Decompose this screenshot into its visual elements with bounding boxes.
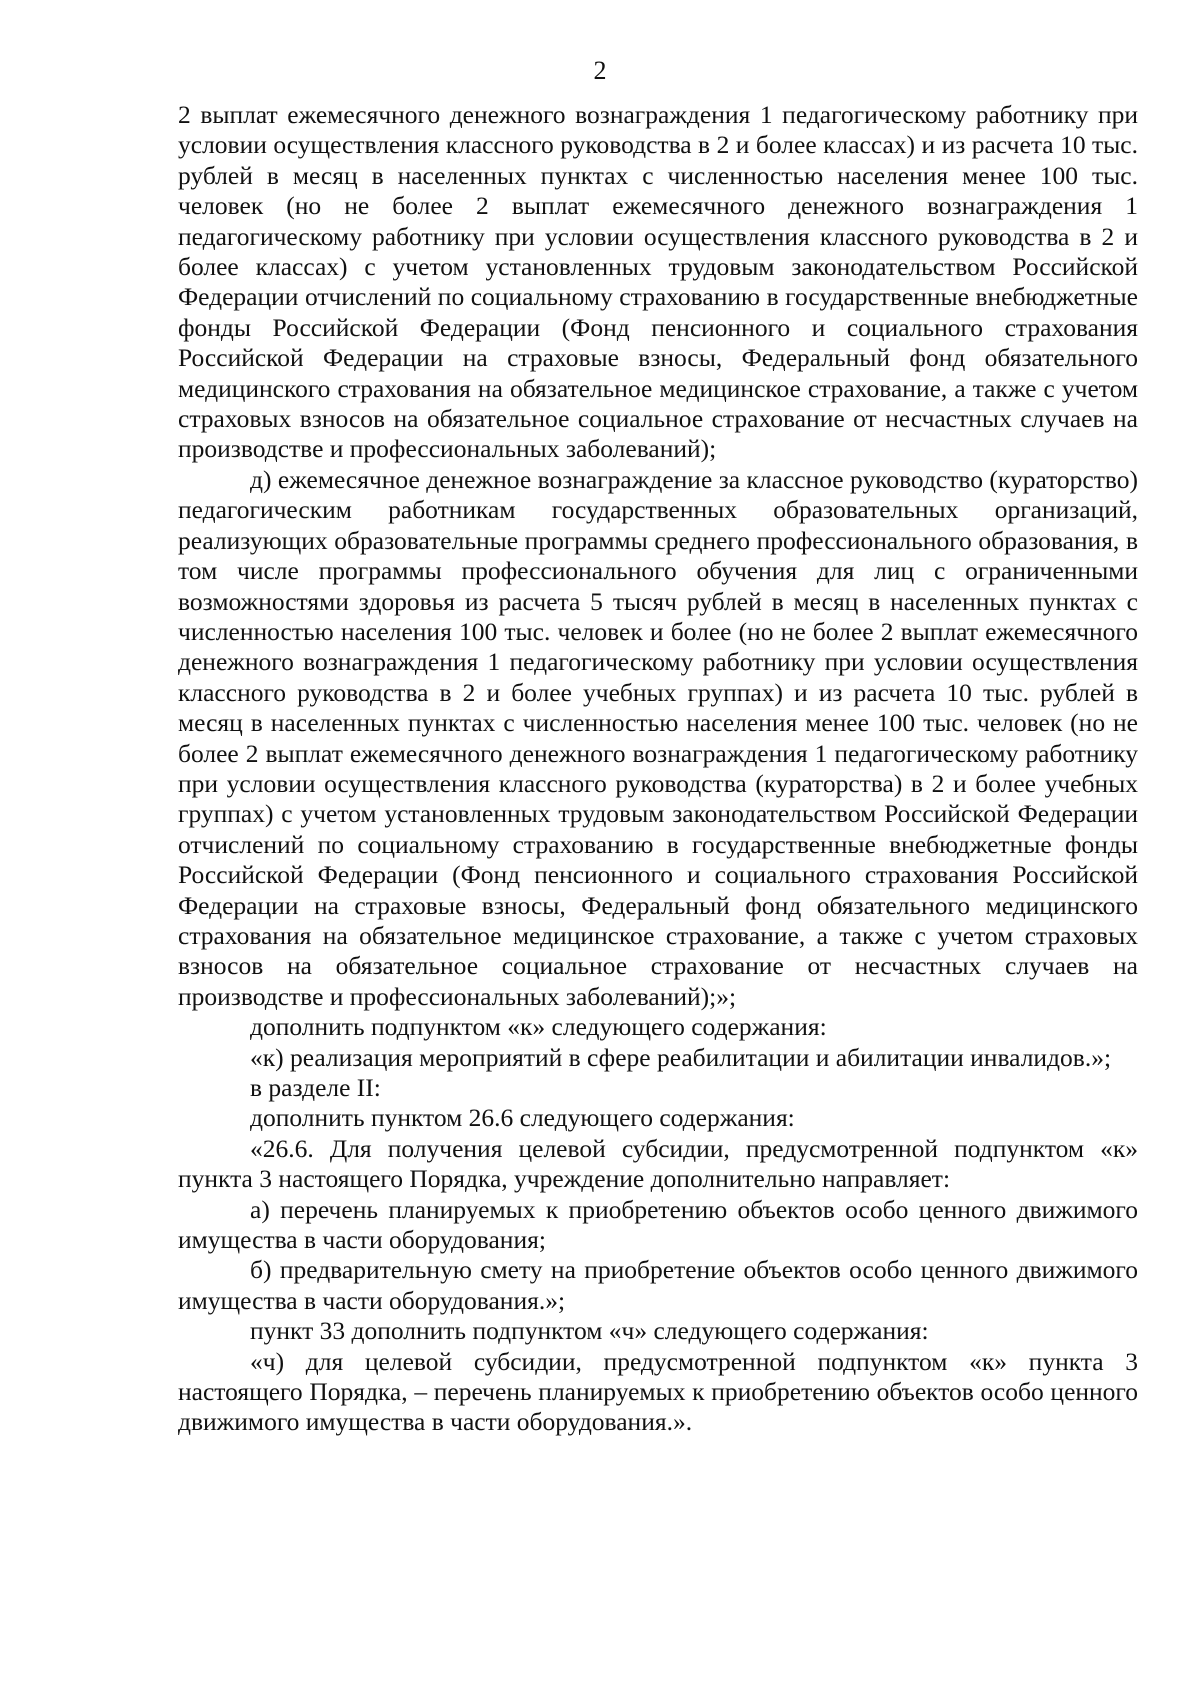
paragraph-item-d: д) ежемесячное денежное вознаграждение за классное руководство (кураторство) педагогическим работникам государственных образовательных организаций, реализующих образовательные программы среднего профессионального образования, в том числе программы профессионального обучения для лиц с ограниченными возможностями здоровья из расчета 5 тысяч рублей в месяц в населенных пунктах с численностью населения 100 тыс. человек и более (но не более 2 выплат ежемесячного денежного вознаграждения 1 педагогическому работнику при условии осуществления классного руководства в 2 и более учебных группах) и из расчета 10 тыс. рублей в месяц в населенных пунктах с численностью населения менее 100 тыс. человек (но не более 2 выплат ежемесячного денежного вознаграждения 1 педагогическому работнику при условии осуществления классного руководства (кураторства) в 2 и более учебных группах) с учетом установленных трудовым законодательством Российской Федерации отчислений по социальному страхованию в государственные внебюджетные фонды Российской Федерации (Фонд пенсионного и социального страхования Российской Федерации на страховые взносы, Федеральный фонд обязательного медицинского страхования на обязательное медицинское страхование, а также с учетом страховых взносов на обязательное социальное страхование от несчастных случаев на производстве и профессиональных заболеваний);»; [178, 464, 1138, 1011]
paragraph-subitem-ch: «ч) для целевой субсидии, предусмотренной подпунктом «к» пункта 3 настоящего Порядка, – перечень планируемых к приобретению объектов особо ценного движимого имущества в части оборудования.». [178, 1346, 1138, 1437]
paragraph-subitem-k: «к) реализация мероприятий в сфере реабилитации и абилитации инвалидов.»; [250, 1042, 1112, 1072]
paragraph-add-subitem-k: дополнить подпунктом «к» следующего содержания: [250, 1012, 827, 1042]
paragraph-add-item-26-6: дополнить пунктом 26.6 следующего содержания: [250, 1103, 795, 1133]
paragraph-item-a: а) перечень планируемых к приобретению объектов особо ценного движимого имущества в части оборудования; [178, 1194, 1138, 1255]
paragraph-continuation: 2 выплат ежемесячного денежного вознаграждения 1 педагогическому работнику при условии осуществления классного руководства в 2 и более классах) и из расчета 10 тыс. рублей в месяц в населенных пунктах с численностью населения менее 100 тыс. человек (но не более 2 выплат ежемесячного денежного вознаграждения 1 педагогическому работнику при условии осуществления классного руководства в 2 и более классах) с учетом установленных трудовым законодательством Российской Федерации отчислений по социальному страхованию в государственные внебюджетные фонды Российской Федерации (Фонд пенсионного и социального страхования Российской Федерации на страховые взносы, Федеральный фонд обязательного медицинского страхования на обязательное медицинское страхование, а также с учетом страховых взносов на обязательное социальное страхование от несчастных случаев на производстве и профессиональных заболеваний); [178, 100, 1138, 464]
paragraph-item-26-6: «26.6. Для получения целевой субсидии, предусмотренной подпунктом «к» пункта 3 настоящего Порядка, учреждение дополнительно направляет: [178, 1133, 1138, 1194]
document-body [178, 100, 1138, 1438]
paragraph-item-33: пункт 33 дополнить подпунктом «ч» следующего содержания: [250, 1316, 929, 1346]
page-number: 2 [593, 56, 607, 85]
paragraph-item-b: б) предварительную смету на приобретение объектов особо ценного движимого имущества в части оборудования.»; [178, 1255, 1138, 1315]
paragraph-section-2: в разделе II: [250, 1073, 381, 1102]
